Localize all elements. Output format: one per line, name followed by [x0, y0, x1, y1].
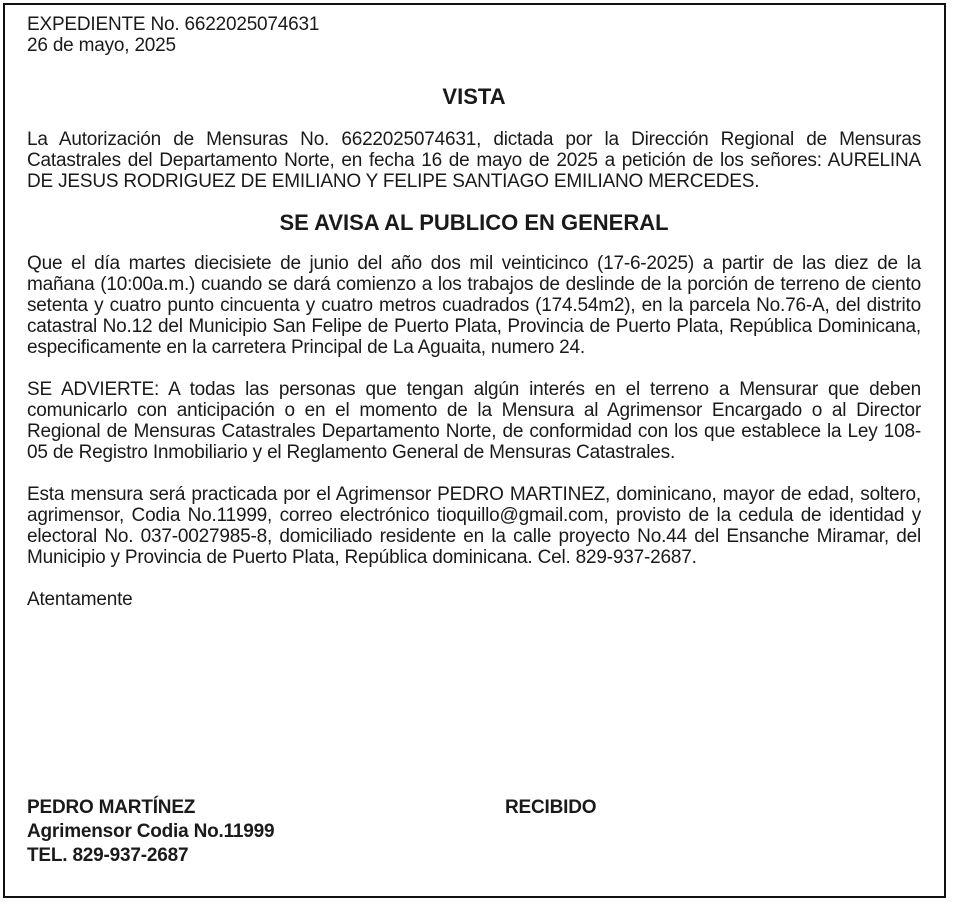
warning-paragraph: SE ADVIERTE: A todas las personas que tengan algún interés en el terreno a Mensurar que deben comunicarlo con anticipación o en el momento de la Mensura al Agrimensor Encargado o al Director Regional de Mensuras Catastrales Departamento Norte, de conformidad con los que establece la Ley 108-05 de Registro Inmobiliario y el Reglamento General de Mensuras Catastrales.: [27, 379, 921, 463]
signer-name: PEDRO MARTÍNEZ: [27, 797, 196, 818]
surveyor-paragraph: Esta mensura será practicada por el Agrimensor PEDRO MARTINEZ, dominicano, mayor de edad, soltero, agrimensor, Codia No.11999, correo electrónico tioquillo@gmail.com, provisto de la cedula de identidad y electoral No. 037-0027985-8, domiciliado residente en la calle proyecto No.44 del Ensanche Miramar, del Municipio y Provincia de Puerto Plata, República dominicana. Cel. 829-937-2687.: [27, 484, 921, 568]
intro-paragraph: La Autorización de Mensuras No. 6622025074631, dictada por la Dirección Regional de Mensuras Catastrales del Departamento Norte, en fecha 16 de mayo de 2025 a petición de los señores: AURELINA DE JESUS RODRIGUEZ DE EMILIANO Y FELIPE SANTIAGO EMILIANO MERCEDES.: [27, 129, 921, 192]
notice-paragraph: Que el día martes diecisiete de junio del año dos mil veinticinco (17-6-2025) a partir de las diez de la mañana (10:00a.m.) cuando se dará comienzo a los trabajos de deslinde de la porción de terreno de ciento setenta y cuatro punto cincuenta y cuatro metros cuadrados (174.54m2), en la parcela No.76-A, del distrito catastral No.12 del Municipio San Felipe de Puerto Plata, Provincia de Puerto Plata, República Dominicana, especificamente en la carretera Principal de La Aguaita, numero 24.: [27, 253, 921, 358]
signature-area: [27, 0, 921, 905]
received-label: RECIBIDO: [505, 797, 597, 818]
document-title: VISTA: [442, 84, 506, 109]
expediente-number: EXPEDIENTE No. 6622025074631: [27, 14, 320, 35]
document-date: 26 de mayo, 2025: [27, 35, 176, 56]
signature-left: [27, 796, 274, 868]
signer-phone: TEL. 829-937-2687: [27, 845, 189, 866]
signer-title: Agrimensor Codia No.11999: [27, 821, 275, 842]
notice-heading: SE AVISA AL PUBLICO EN GENERAL: [279, 210, 669, 235]
closing-text: Atentamente: [27, 589, 133, 610]
